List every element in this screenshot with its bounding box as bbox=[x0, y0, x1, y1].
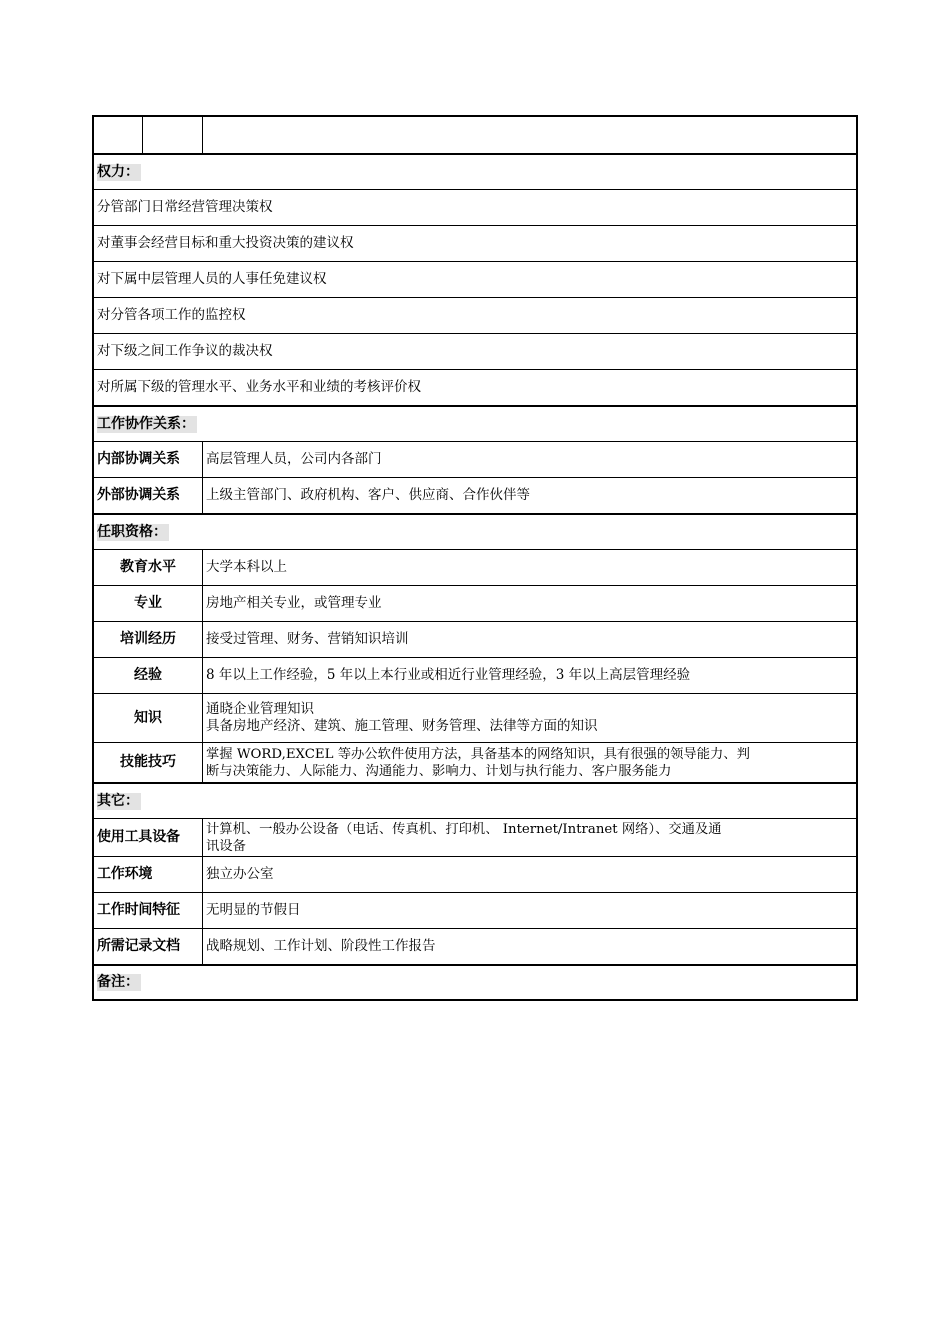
tools-value bbox=[202, 819, 856, 856]
qualifications-heading: 任职资格： bbox=[97, 523, 167, 540]
collaboration-row bbox=[94, 441, 856, 477]
collaboration-section-header bbox=[94, 405, 856, 441]
work-time-value: 无明显的节假日 bbox=[202, 893, 856, 928]
tools-line: 讯设备 bbox=[206, 838, 246, 854]
power-item-text: 对所属下级的管理水平、业务水平和业绩的考核评价权 bbox=[97, 379, 421, 395]
qualification-row bbox=[94, 657, 856, 693]
skills-line: 断与决策能力、人际能力、沟通能力、影响力、计划与执行能力、客户服务能力 bbox=[206, 763, 672, 779]
qualification-row bbox=[94, 693, 856, 742]
experience-value: 8 年以上工作经验，5 年以上本行业或相近行业管理经验，3 年以上高层管理经验 bbox=[202, 658, 856, 693]
knowledge-value bbox=[202, 694, 856, 742]
collaboration-heading: 工作协作关系： bbox=[97, 415, 195, 432]
empty-cell bbox=[202, 117, 856, 153]
knowledge-line: 具备房地产经济、建筑、施工管理、财务管理、法律等方面的知识 bbox=[206, 718, 598, 734]
documents-value: 战略规划、工作计划、阶段性工作报告 bbox=[202, 929, 856, 964]
power-section-header bbox=[94, 153, 856, 189]
power-item bbox=[94, 369, 856, 405]
notes-heading: 备注： bbox=[97, 974, 139, 990]
documents-label: 所需记录文档 bbox=[97, 938, 180, 954]
environment-label: 工作环境 bbox=[97, 866, 153, 882]
qualification-row bbox=[94, 585, 856, 621]
power-item bbox=[94, 225, 856, 261]
empty-top-row bbox=[94, 117, 856, 153]
power-item-text: 分管部门日常经营管理决策权 bbox=[97, 199, 273, 215]
education-label: 教育水平 bbox=[120, 559, 176, 575]
other-row bbox=[94, 892, 856, 928]
training-label: 培训经历 bbox=[120, 631, 176, 647]
empty-cell bbox=[94, 117, 142, 153]
qualifications-section-header bbox=[94, 513, 856, 549]
power-item-text: 对下属中层管理人员的人事任免建议权 bbox=[97, 271, 327, 287]
tools-label: 使用工具设备 bbox=[97, 829, 180, 845]
internal-coordination-value: 高层管理人员，公司内各部门 bbox=[202, 442, 856, 477]
power-item bbox=[94, 333, 856, 369]
skills-value bbox=[202, 743, 856, 782]
other-heading: 其它： bbox=[97, 792, 139, 809]
power-item bbox=[94, 261, 856, 297]
training-value: 接受过管理、财务、营销知识培训 bbox=[202, 622, 856, 657]
power-heading: 权力： bbox=[97, 163, 139, 180]
education-value: 大学本科以上 bbox=[202, 550, 856, 585]
power-item-text: 对下级之间工作争议的裁决权 bbox=[97, 343, 273, 359]
other-row bbox=[94, 928, 856, 964]
major-value: 房地产相关专业，或管理专业 bbox=[202, 586, 856, 621]
external-coordination-value: 上级主管部门、政府机构、客户、供应商、合作伙伴等 bbox=[202, 478, 856, 513]
collaboration-row bbox=[94, 477, 856, 513]
qualification-row bbox=[94, 742, 856, 782]
other-row bbox=[94, 818, 856, 856]
skills-line: 掌握 WORD,EXCEL 等办公软件使用方法，具备基本的网络知识，具有很强的领导能力、判 bbox=[206, 746, 750, 762]
knowledge-line: 通晓企业管理知识 bbox=[206, 701, 314, 717]
power-item-text: 对董事会经营目标和重大投资决策的建议权 bbox=[97, 235, 354, 251]
tools-line: 计算机、一般办公设备（电话、传真机、打印机、 Internet/Intranet 网络）、交通及通 bbox=[206, 821, 722, 837]
external-coordination-label: 外部协调关系 bbox=[97, 487, 180, 503]
experience-label: 经验 bbox=[134, 667, 162, 683]
notes-section-header bbox=[94, 964, 856, 999]
other-section-header bbox=[94, 782, 856, 818]
skills-label: 技能技巧 bbox=[120, 754, 176, 770]
work-time-label: 工作时间特征 bbox=[97, 902, 180, 918]
qualification-row bbox=[94, 549, 856, 585]
power-item-text: 对分管各项工作的监控权 bbox=[97, 307, 246, 323]
knowledge-label: 知识 bbox=[134, 709, 162, 726]
environment-value: 独立办公室 bbox=[202, 857, 856, 892]
power-item bbox=[94, 189, 856, 225]
job-description-table bbox=[92, 115, 858, 1001]
empty-cell bbox=[142, 117, 202, 153]
power-item bbox=[94, 297, 856, 333]
other-row bbox=[94, 856, 856, 892]
internal-coordination-label: 内部协调关系 bbox=[97, 451, 180, 467]
major-label: 专业 bbox=[134, 595, 162, 611]
qualification-row bbox=[94, 621, 856, 657]
